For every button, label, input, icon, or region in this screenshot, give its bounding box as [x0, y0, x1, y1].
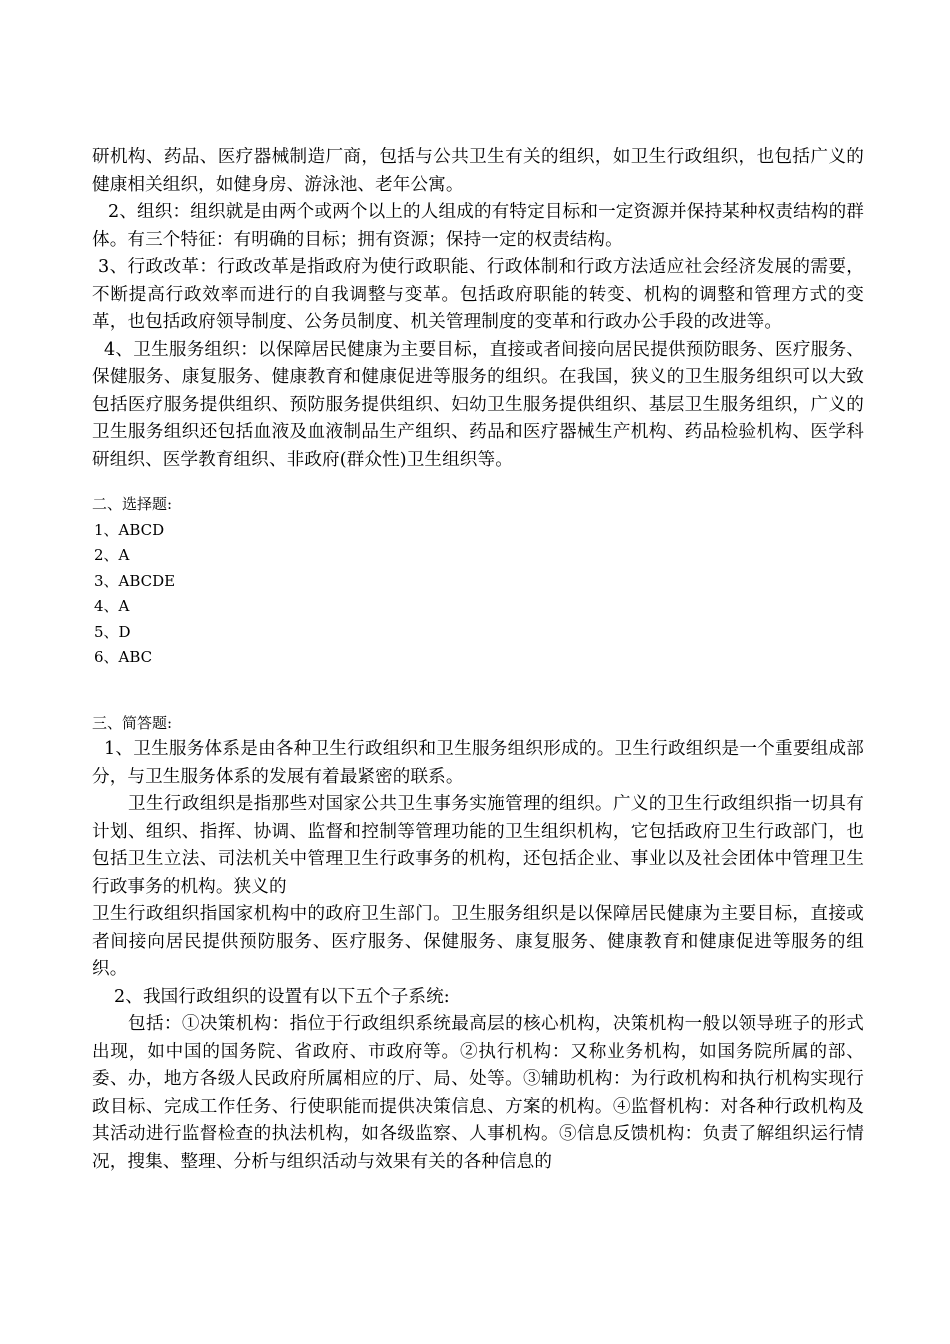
definition-administrative-reform: 3、行政改革：行政改革是指政府为使行政职能、行政体制和行政方法适应社会经济发展的需要，不断提高行政效率而进行的自我调整与变革。包括政府职能的转变、机构的调整和管理方式的变革，也包括政府领导制度、公务员制度、机关管理制度的变革和行政办公手段的改进等。: [92, 257, 864, 332]
spacer: [92, 474, 864, 492]
short-answer-1-continued: 卫生行政组织指国家机构中的政府卫生部门。卫生服务组织是以保障居民健康为主要目标，直接或者间接向居民提供预防服务、医疗服务、保健服务、康复服务、健康教育和健康促进等服务的组织。: [92, 904, 864, 979]
intro-paragraph: 研机构、药品、医疗器械制造厂商，包括与公共卫生有关的组织，如卫生行政组织，也包括广义的健康相关组织，如健身房、游泳池、老年公寓。: [92, 147, 864, 195]
choice-section-heading: 二、选择题:: [92, 495, 173, 513]
short-answer-1-detail: 卫生行政组织是指那些对国家公共卫生事务实施管理的组织。广义的卫生行政组织指一切具有计划、组织、指挥、协调、监督和控制等管理功能的卫生组织机构，它包括政府卫生行政部门，也包括卫生立法、司法机关中管理卫生行政事务的机构，还包括企业、事业以及社会团体中管理卫生行政事务的机构。狭义的: [92, 794, 864, 897]
choice-answer-list: [92, 518, 864, 671]
choice-answer: 1、ABCD: [94, 520, 165, 539]
definition-organization: 2、组织：组织就是由两个或两个以上的人组成的有特定目标和一定资源并保持某种权责结构的群体。有三个特征：有明确的目标；拥有资源；保持一定的权责结构。: [92, 202, 864, 250]
short-answer-1: 1、卫生服务体系是由各种卫生行政组织和卫生服务组织形成的。卫生行政组织是一个重要组成部分，与卫生服务体系的发展有着最紧密的联系。: [92, 739, 864, 787]
spacer: [92, 671, 864, 711]
choice-answer: 4、A: [94, 597, 130, 615]
choice-answer: 5、D: [94, 622, 131, 641]
short-answer-section-heading: 三、简答题:: [92, 713, 173, 732]
short-answer-2-detail: 包括：①决策机构：指位于行政组织系统最高层的核心机构，决策机构一般以领导班子的形式出现，如中国的国务院、省政府、市政府等。②执行机构：又称业务机构，如国务院所属的部、委、办，地方各级人民政府所属相应的厅、局、处等。③辅助机构：为行政机构和执行机构实现行政目标、完成工作任务、行使职能而提供决策信息、方案的机构。④监督机构：对各种行政机构及其活动进行监督检查的执法机构，如各级监察、人事机构。⑤信息反馈机构：负责了解组织运行情况，搜集、整理、分析与组织活动与效果有关的各种信息的: [92, 1014, 864, 1172]
short-answer-2: 2、我国行政组织的设置有以下五个子系统:: [114, 986, 450, 1007]
choice-answer: 3、ABCDE: [94, 571, 176, 590]
document-body: [92, 144, 864, 1176]
definition-health-service-organization: 4、卫生服务组织：以保障居民健康为主要目标，直接或者间接向居民提供预防眼务、医疗服务、保健服务、康复服务、健康教育和健康促进等服务的组织。在我国，狭义的卫生服务组织可以大致包括医疗服务提供组织、预防服务提供组织、妇幼卫生服务提供组织、基层卫生服务组织，广义的卫生服务组织还包括血液及血液制品生产组织、药品和医疗器械生产机构、药品检验机构、医学科研组织、医学教育组织、非政府(群众性)卫生组织等。: [92, 339, 864, 470]
choice-answer: 6、ABC: [94, 648, 153, 666]
choice-answer: 2、A: [94, 546, 130, 564]
